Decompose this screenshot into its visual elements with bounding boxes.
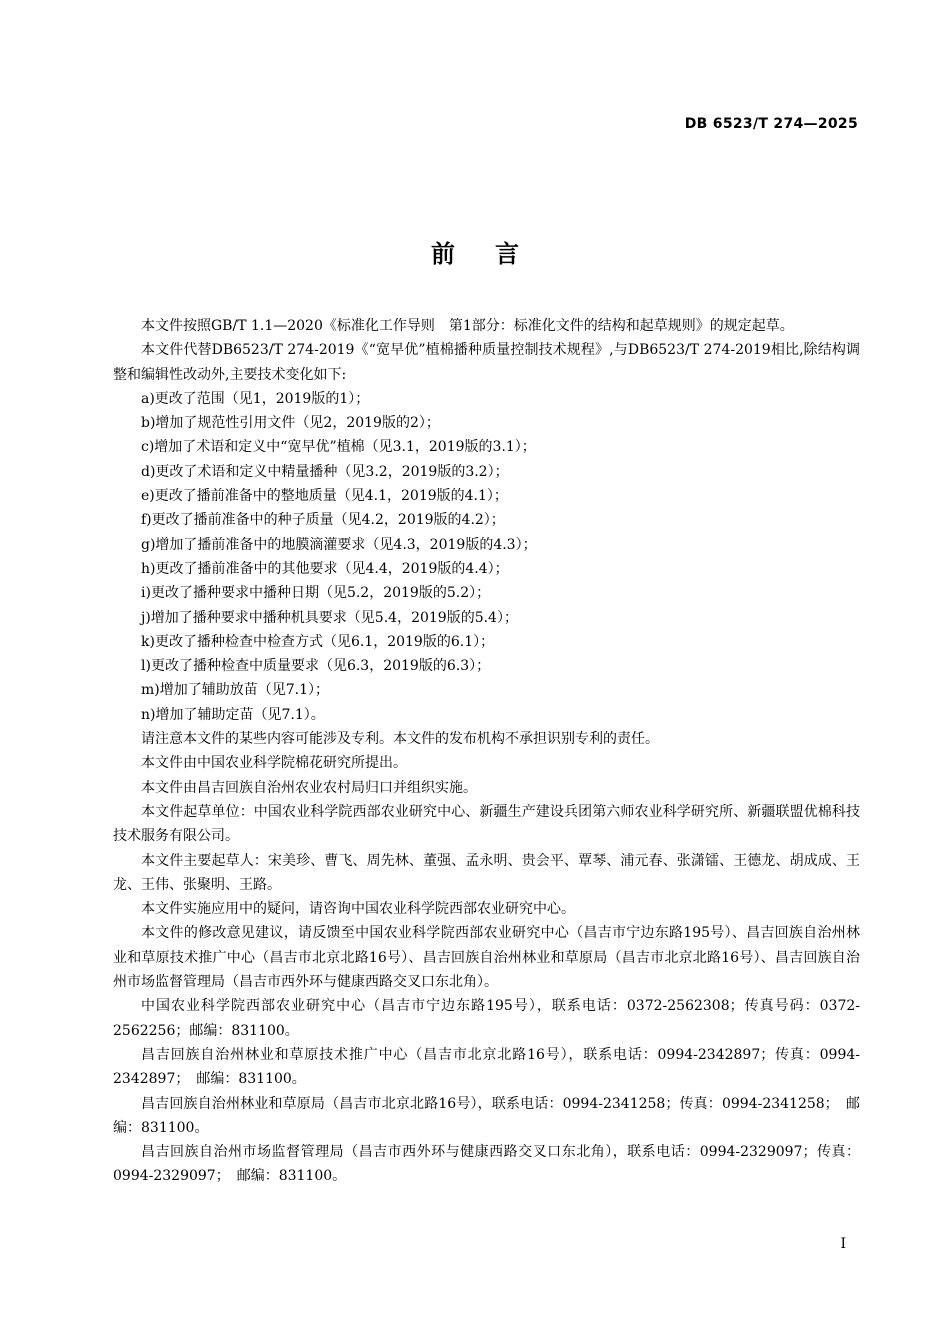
- paragraph: 请注意本文件的某些内容可能涉及专利。本文件的发布机构不承担识别专利的责任。: [141, 731, 659, 748]
- list-item: k)更改了播种检查中检查方式（见6.1，2019版的6.1）；: [141, 633, 495, 650]
- paragraph: 本文件按照GB/T 1.1—2020《标准化工作导则 第1部分：标准化文件的结构和起草规则》的规定起草。: [141, 318, 794, 334]
- paragraph: 本文件主要起草人：宋美珍、曹飞、周先林、董强、孟永明、贵会平、覃琴、浦元春、张潇镭、王德龙、胡成成、王龙、王伟、张聚明、王路。: [113, 852, 860, 893]
- list-item: e)更改了播前准备中的整地质量（见4.1，2019版的4.1）；: [141, 488, 508, 505]
- list-item: i)更改了播种要求中播种日期（见5.2，2019版的5.2）；: [141, 585, 491, 602]
- paragraph: 本文件的修改意见建议，请反馈至中国农业科学院西部农业研究中心（昌吉市宁边东路195号）、昌吉回族自治州林业和草原技术推广中心（昌吉市北京北路16号）、昌吉回族自治州林业和草原局（昌吉市北京北路16号）、昌吉回族自治州市场监督管理局（昌吉市西外环与健康西路交叉口东北角）。: [113, 925, 860, 991]
- paragraph: 本文件由昌吉回族自治州农业农村局归口并组织实施。: [141, 779, 477, 796]
- list-item: j)增加了播种要求中播种机具要求（见5.4，2019版的5.4）；: [141, 609, 518, 626]
- list-item: f)更改了播前准备中的种子质量（见4.2，2019版的4.2）；: [141, 512, 505, 529]
- list-item: d)更改了术语和定义中精量播种（见3.2，2019版的3.2）；: [141, 463, 509, 480]
- paragraph: 本文件起草单位：中国农业科学院西部农业研究中心、新疆生产建设兵团第六师农业科学研究所、新疆联盟优棉科技技术服务有限公司。: [113, 803, 860, 845]
- list-item: c)增加了术语和定义中“宽早优”植棉（见3.1，2019版的3.1）；: [141, 439, 536, 456]
- list-item: b)增加了规范性引用文件（见2，2019版的2）；: [141, 415, 440, 432]
- contact-paragraph: 昌吉回族自治州林业和草原局（昌吉市北京北路16号），联系电话：0994-2341258；传真：0994-2341258； 邮编：831100。: [113, 1095, 860, 1136]
- list-item: n)增加了辅助定苗（见7.1）。: [141, 706, 325, 723]
- contact-paragraph: 昌吉回族自治州市场监督管理局（昌吉市西外环与健康西路交叉口东北角），联系电话：0994-2329097；传真：0994-2329097； 邮编：831100。: [113, 1144, 860, 1185]
- contact-paragraph: 中国农业科学院西部农业研究中心（昌吉市宁边东路195号），联系电话：0372-2562308；传真号码：0372-2562256；邮编：831100。: [113, 998, 860, 1039]
- list-item: l)更改了播种检查中质量要求（见6.3，2019版的6.3）；: [141, 658, 491, 675]
- list-item: h)更改了播前准备中的其他要求（见4.4，2019版的4.4）；: [141, 560, 509, 577]
- page-title: 前言: [431, 240, 559, 268]
- standard-code: DB 6523/T 274—2025: [684, 116, 858, 132]
- paragraph: 本文件实施应用中的疑问，请咨询中国农业科学院西部农业研究中心。: [141, 901, 575, 918]
- list-item: m)增加了辅助放苗（见7.1）；: [141, 682, 330, 699]
- paragraph: 本文件代替DB6523/T 274-2019《“宽早优”植棉播种质量控制技术规程》,与DB6523/T 274-2019相比,除结构调整和编辑性改动外,主要技术变化如下:: [113, 342, 860, 383]
- foreword-body: [113, 314, 860, 1189]
- list-item: g)增加了播前准备中的地膜滴灌要求（见4.3，2019版的4.3）；: [141, 536, 537, 553]
- contact-paragraph: 昌吉回族自治州林业和草原技术推广中心（昌吉市北京北路16号），联系电话：0994-2342897；传真：0994-2342897； 邮编：831100。: [113, 1046, 860, 1088]
- page-number: I: [840, 1236, 846, 1252]
- paragraph: 本文件由中国农业科学院棉花研究所提出。: [141, 755, 407, 772]
- list-item: a)更改了范围（见1，2019版的1）；: [141, 390, 370, 407]
